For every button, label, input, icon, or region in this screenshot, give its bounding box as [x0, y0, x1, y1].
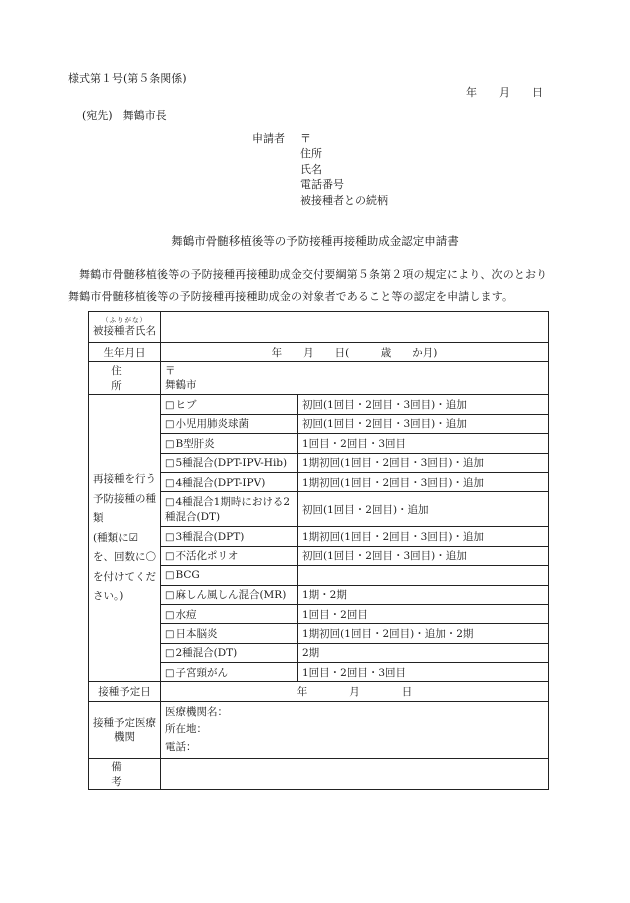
vaccine-checkbox[interactable]: □ [165, 628, 175, 640]
vaccine-name: 2種混合(DT) [175, 647, 238, 660]
name-row [89, 312, 549, 343]
birth-input[interactable]: 年 月 日( 歳 か月) [161, 343, 549, 362]
vaccine-name-cell[interactable] [161, 604, 298, 623]
vaccine-checkbox[interactable]: □ [165, 496, 175, 508]
vaccine-section-label [89, 395, 161, 682]
vaccine-name: 不活化ポリオ [175, 550, 239, 563]
applicant-postal-mark: 〒 [300, 132, 311, 145]
name-label: 被接種者氏名 [93, 325, 156, 337]
vaccine-doses[interactable] [298, 566, 549, 585]
vaccine-doses[interactable]: 1回目・2回目・3回目 [298, 663, 549, 682]
vaccine-name-cell[interactable] [161, 527, 298, 546]
vaccine-checkbox[interactable]: □ [165, 458, 175, 470]
birth-label: 生年月日 [89, 343, 161, 362]
institution-input[interactable] [161, 701, 549, 758]
institution-row [89, 701, 549, 758]
vaccine-doses[interactable]: 1期初回(1回目・2回目)・追加・2期 [298, 624, 549, 643]
institution-label: 接種予定医療機関 [89, 701, 161, 758]
address-row [89, 362, 549, 395]
applicant-field-address: 住所 [300, 147, 322, 160]
birth-row [89, 343, 549, 362]
vaccine-checkbox[interactable]: □ [165, 551, 175, 563]
vaccine-checkbox[interactable]: □ [165, 532, 175, 544]
vaccine-checkbox[interactable]: □ [165, 477, 175, 489]
vaccine-doses[interactable]: 初回(1回目・2回目・3回目)・追加 [298, 395, 549, 414]
vaccine-name-cell[interactable] [161, 434, 298, 453]
vaccine-name-cell[interactable] [161, 414, 298, 433]
vaccine-name: 5種混合(DPT-IPV-Hib) [175, 457, 288, 470]
vaccine-name: 4種混合(DPT-IPV) [175, 476, 266, 489]
vaccine-row [89, 395, 549, 414]
vaccine-checkbox[interactable]: □ [165, 667, 175, 679]
schedule-label: 接種予定日 [89, 682, 161, 701]
vaccine-checkbox[interactable]: □ [165, 648, 175, 660]
vaccine-doses[interactable]: 1期初回(1回目・2回目・3回目)・追加 [298, 453, 549, 472]
vaccine-doses[interactable]: 初回(1回目・2回目・3回目)・追加 [298, 546, 549, 565]
vaccine-name: 3種混合(DPT) [175, 531, 245, 544]
vaccine-name-cell[interactable] [161, 395, 298, 414]
vaccine-name-cell[interactable] [161, 624, 298, 643]
institution-location-field: 所在地： [165, 723, 207, 736]
vaccine-doses[interactable]: 1期初回(1回目・2回目・3回目)・追加 [298, 472, 549, 491]
body-text: 舞鶴市骨髄移植後等の予防接種再接種助成金交付要綱第５条第２項の規定により、次のとおり舞鶴市骨髄移植後等の予防接種再接種助成金の対象者であること等の認定を申請します。 [68, 268, 548, 303]
applicant-field-phone: 電話番号 [300, 178, 344, 191]
date-day: 日 [532, 86, 543, 99]
vaccine-name-cell[interactable] [161, 585, 298, 604]
addressee-prefix: (宛先) [82, 109, 113, 122]
vaccine-doses[interactable]: 1回目・2回目 [298, 604, 549, 623]
institution-phone-field: 電話： [165, 740, 197, 753]
vaccine-name-cell[interactable] [161, 453, 298, 472]
vaccine-checkbox[interactable]: □ [165, 419, 175, 431]
vaccine-doses[interactable]: 初回(1回目・2回目)・追加 [298, 492, 549, 527]
vaccine-checkbox[interactable]: □ [165, 400, 175, 412]
vaccine-name-cell[interactable] [161, 472, 298, 491]
vaccine-checkbox[interactable]: □ [165, 570, 175, 582]
application-date [466, 84, 565, 100]
name-input[interactable] [161, 312, 549, 343]
vaccine-name: BCG [175, 569, 200, 582]
address-label: 住 所 [89, 362, 161, 395]
vaccine-name: 4種混合1期時における2種混合(DT) [165, 495, 290, 523]
form-number: 様式第１号(第５条関係) [68, 72, 187, 85]
vaccine-name-cell[interactable] [161, 546, 298, 565]
vaccine-name-cell[interactable] [161, 643, 298, 662]
applicant-label: 申請者 [252, 132, 285, 145]
document-title: 舞鶴市骨髄移植後等の予防接種再接種助成金認定申請書 [171, 234, 459, 248]
applicant-field-relationship: 被接種者との続柄 [300, 193, 388, 207]
vaccine-section-title: 再接種を行う予防接種の種類 [93, 473, 156, 525]
vaccine-doses[interactable]: 1回目・2回目・3回目 [298, 434, 549, 453]
addressee [82, 107, 167, 123]
addressee-name: 舞鶴市長 [122, 109, 167, 122]
vaccine-name: 子宮頸がん [175, 666, 228, 679]
schedule-row [89, 682, 549, 701]
vaccine-name: ヒブ [175, 399, 197, 412]
vaccine-name-cell[interactable] [161, 492, 298, 527]
applicant-field-name: 氏名 [300, 162, 322, 176]
vaccine-name: 小児用肺炎球菌 [175, 418, 249, 431]
remarks-input[interactable] [161, 758, 549, 789]
name-label-cell [89, 312, 161, 343]
date-month: 月 [499, 86, 510, 99]
date-year: 年 [466, 86, 477, 99]
vaccine-checkbox[interactable]: □ [165, 438, 175, 450]
remarks-row [89, 758, 549, 789]
vaccine-rows [89, 395, 549, 682]
vaccine-checkbox[interactable]: □ [165, 609, 175, 621]
vaccine-name: 水痘 [175, 608, 197, 621]
vaccine-name: 日本脳炎 [175, 627, 218, 640]
vaccine-doses[interactable]: 2期 [298, 643, 549, 662]
vaccine-name-cell[interactable] [161, 663, 298, 682]
furigana-label: （ふりがな） [102, 316, 147, 324]
address-city: 舞鶴市 [165, 379, 197, 392]
vaccine-checkbox[interactable]: □ [165, 590, 175, 602]
address-postal-mark: 〒 [165, 365, 176, 378]
address-input[interactable] [161, 362, 549, 395]
vaccine-name: B型肝炎 [175, 437, 215, 450]
schedule-input[interactable]: 年 月 日 [161, 682, 549, 701]
institution-name-field: 医療機関名： [165, 705, 228, 718]
vaccine-doses[interactable]: 1期・2期 [298, 585, 549, 604]
vaccine-doses[interactable]: 初回(1回目・2回目・3回目)・追加 [298, 414, 549, 433]
vaccine-name: 麻しん風しん混合(MR) [175, 589, 287, 602]
vaccine-name-cell[interactable] [161, 566, 298, 585]
remarks-label: 備 考 [89, 758, 161, 789]
vaccine-doses[interactable]: 1期初回(1回目・2回目・3回目)・追加 [298, 527, 549, 546]
application-form-table [88, 311, 549, 790]
vaccine-section-note: (種類に☑を、回数に〇を付けてください。) [93, 531, 156, 603]
applicant-fields [300, 146, 388, 208]
